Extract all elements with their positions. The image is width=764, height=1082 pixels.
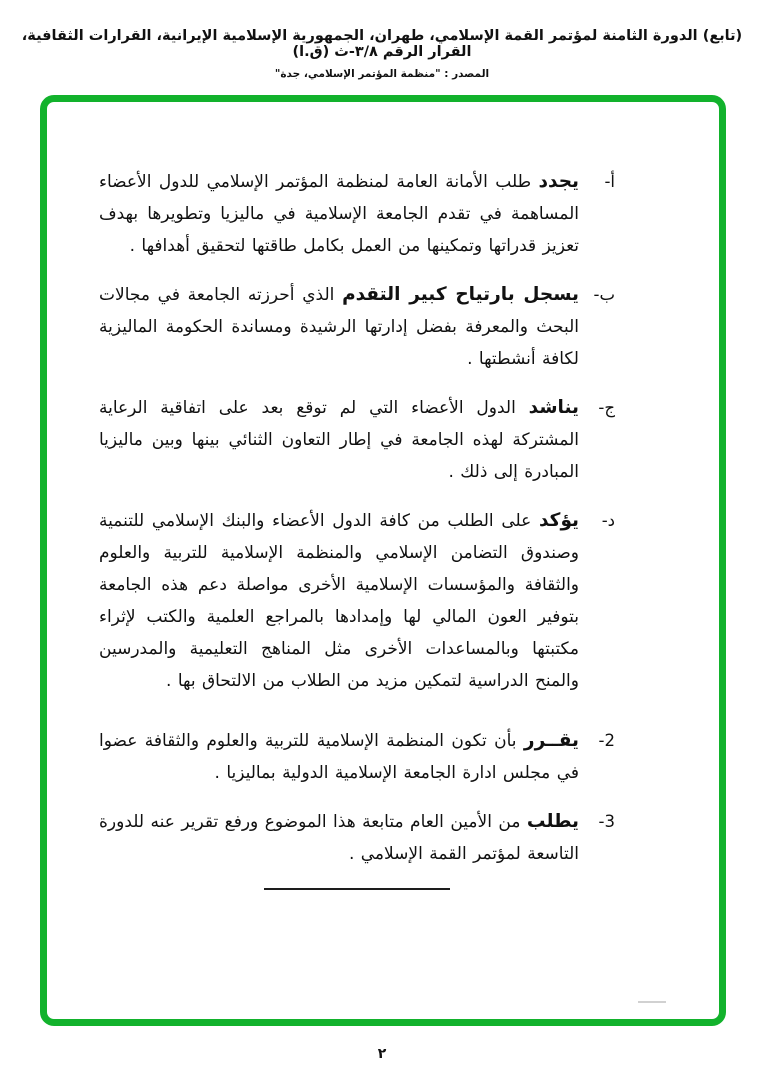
item-body: على الطلب من كافة الدول الأعضاء والبنك الإسلامي للتنمية وصندوق التضامن الإسلامي والمنظمة الإسلامية للتربية والعلوم والثقافة والمؤسسات الإسلامية الأخرى مواصلة دعم هذه الجامعة بتوفير العون المالي لها وإمدادها بالمراجع العلمية والكتب لإثراء مكتبتها وبالمساعدات الأخرى مثل المناهج التعليمية والمدرسين والمنح الدراسية لتمكين مزيد من الطلاب من الالتحاق بها . bbox=[99, 511, 579, 691]
item-marker: ج- bbox=[598, 398, 615, 417]
item-text bbox=[99, 166, 579, 262]
resolution-item-b bbox=[93, 279, 615, 375]
item-lead: يقــرر bbox=[523, 730, 579, 751]
item-text bbox=[99, 392, 579, 488]
item-body: من الأمين العام متابعة هذا الموضوع ورفع تقرير عنه للدورة التاسعة لمؤتمر القمة الإسلامي . bbox=[99, 812, 579, 864]
item-lead: يناشد bbox=[528, 397, 579, 418]
item-body: طلب الأمانة العامة لمنظمة المؤتمر الإسلامي للدول الأعضاء المساهمة في تقدم الجامعة الإسلامية في ماليزيا وتطويرها بهدف تعزيز قدراتها وتمكينها من العمل بكامل طاقتها لتحقيق أهدافها . bbox=[99, 172, 579, 256]
item-text bbox=[99, 806, 579, 870]
item-text bbox=[99, 279, 579, 375]
item-lead: يؤكد bbox=[539, 510, 579, 531]
green-frame bbox=[40, 95, 726, 1026]
item-lead: يسجل بارتياح كبير التقدم bbox=[342, 284, 579, 305]
item-text bbox=[99, 505, 579, 697]
item-marker: أ- bbox=[604, 172, 615, 191]
resolution-list bbox=[47, 102, 719, 890]
item-marker: د- bbox=[601, 511, 615, 530]
resolution-item-d bbox=[93, 505, 615, 697]
item-lead: يجدد bbox=[538, 171, 579, 192]
page-header bbox=[20, 28, 744, 80]
header-title: (تابع) الدورة الثامنة لمؤتمر القمة الإسلامي، طهران، الجمهورية الإسلامية الإيرانية، القرارات الثقافية، القرار الرقم ٣/٨-ث (ق.ا) bbox=[21, 28, 743, 60]
item-marker: ب- bbox=[593, 285, 615, 304]
item-body: الذي أحرزته الجامعة في مجالات البحث والمعرفة بفضل إدارتها الرشيدة ومساندة الحكومة الماليزية لكافة أنشطتها . bbox=[99, 285, 579, 369]
page-number: ٢ bbox=[377, 1046, 387, 1062]
header-source: المصدر : "منظمة المؤتمر الإسلامي، جدة" bbox=[274, 68, 490, 80]
resolution-item-3 bbox=[93, 806, 615, 870]
item-marker: 3- bbox=[598, 812, 615, 831]
item-marker: 2- bbox=[598, 731, 615, 750]
resolution-item-2 bbox=[93, 725, 615, 789]
item-lead: يطلب bbox=[526, 811, 579, 832]
end-divider bbox=[264, 888, 450, 890]
scan-artifact bbox=[638, 1001, 666, 1003]
item-body: بأن تكون المنظمة الإسلامية للتربية والعلوم والثقافة عضوا في مجلس ادارة الجامعة الإسلامية الدولية بماليزيا . bbox=[99, 731, 579, 783]
item-text bbox=[99, 725, 579, 789]
item-body: الدول الأعضاء التي لم توقع بعد على اتفاقية الرعاية المشتركة لهذه الجامعة في إطار التعاون الثنائي بينها وبين ماليزيا المبادرة إلى ذلك . bbox=[99, 398, 579, 482]
resolution-item-j bbox=[93, 392, 615, 488]
resolution-item-a bbox=[93, 166, 615, 262]
